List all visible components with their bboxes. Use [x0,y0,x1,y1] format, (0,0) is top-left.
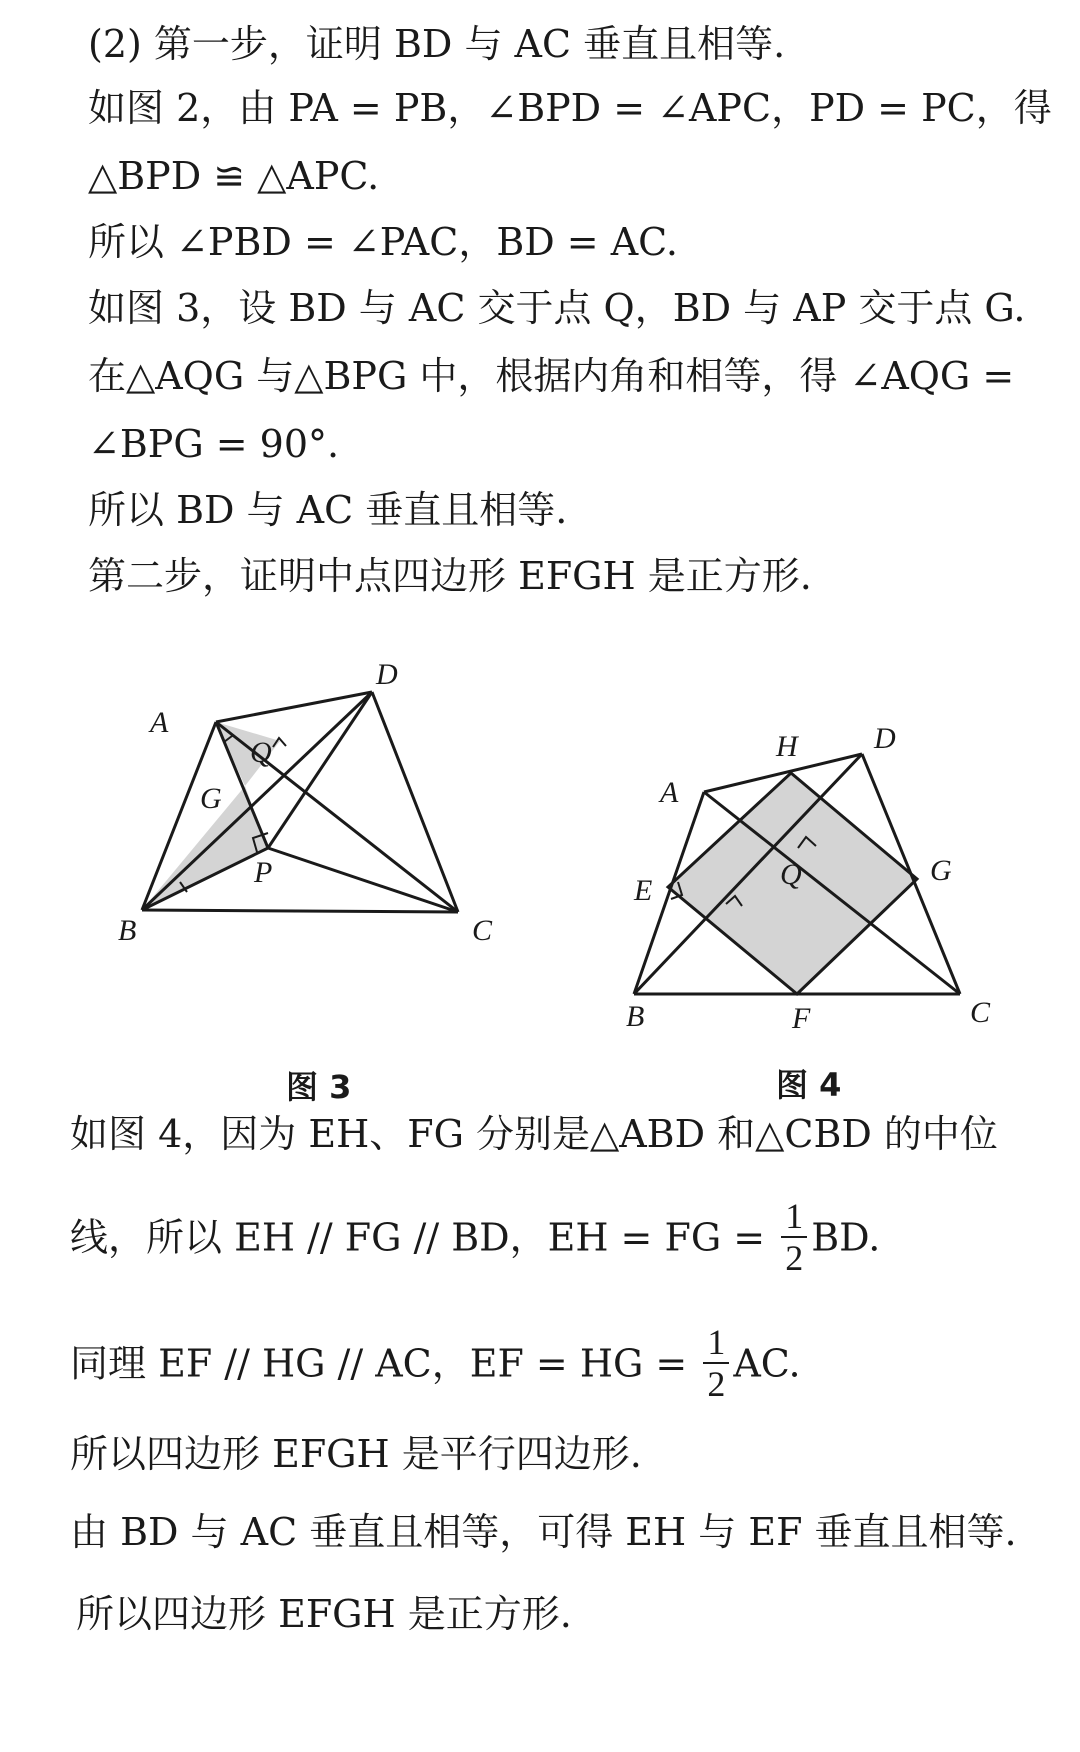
fig4-label-h: H [776,730,798,763]
text-line-4: 所以 ∠PBD = ∠PAC，BD = AC. [88,220,678,264]
fraction-numerator: 1 [781,1196,807,1238]
figure-4-caption: 图 4 [776,1066,842,1104]
text-line-6: 在△AQG 与△BPG 中，根据内角和相等，得 ∠AQG = [88,354,1015,398]
figure-4-diagram [626,720,1010,1040]
text-line-12-part-a: 同理 EF // HG // AC，EF = HG = [70,1341,700,1386]
fig3-right-angle-q [273,738,286,747]
fig3-label-c: C [472,914,493,947]
text-line-9: 第二步，证明中点四边形 EFGH 是正方形. [88,554,812,598]
text-line-1: (2) 第一步，证明 BD 与 AC 垂直且相等. [88,22,786,66]
fig4-label-g: G [930,854,952,887]
fig3-label-p: P [254,856,273,889]
fig4-label-e: E [634,874,653,907]
text-line-11-part-b: BD. [811,1215,881,1260]
fig3-label-b: B [118,914,137,947]
text-line-2: 如图 2，由 PA = PB，∠BPD = ∠APC，PD = PC，得 [88,86,1052,130]
fig3-segment-ad [216,692,372,722]
fig4-label-f: F [792,1002,811,1035]
text-line-15: 所以四边形 EFGH 是正方形. [76,1592,572,1636]
text-line-5: 如图 3，设 BD 与 AC 交于点 Q，BD 与 AP 交于点 G. [88,286,1026,330]
fraction-denominator: 2 [785,1238,804,1278]
fraction-denominator: 2 [707,1364,726,1404]
fig3-label-d: D [376,658,398,691]
text-line-13: 所以四边形 EFGH 是平行四边形. [70,1432,642,1476]
fig4-label-q: Q [780,858,802,891]
fig3-segment-pc [268,848,458,912]
fig4-label-b: B [626,1000,645,1033]
fig3-label-a: A [150,706,169,739]
text-line-3: △BPD ≌ △APC. [88,154,380,198]
text-line-10: 如图 4，因为 EH、FG 分别是△ABD 和△CBD 的中位 [70,1112,998,1156]
fraction-half-2 [703,1322,729,1404]
text-line-12-part-b: AC. [733,1341,801,1386]
fig3-segment-bc [142,910,458,912]
text-line-7: ∠BPG = 90°. [88,422,340,466]
fig3-label-g: G [200,782,222,815]
fig4-label-d: D [874,722,896,755]
figure-3-diagram [100,650,540,980]
fig4-label-c: C [970,996,991,1029]
text-line-11-part-a: 线，所以 EH // FG // BD，EH = FG = [70,1215,778,1260]
text-line-8: 所以 BD 与 AC 垂直且相等. [88,488,568,532]
fig4-label-a: A [660,776,679,809]
fraction-numerator: 1 [703,1322,729,1364]
fig3-label-q: Q [250,736,272,769]
text-line-11 [70,1196,881,1282]
figure-3 [100,650,540,980]
figure-3-caption: 图 3 [286,1068,352,1106]
fig3-segment-pd [268,692,372,848]
fraction-half-1 [781,1196,807,1278]
figure-4 [626,720,1010,1040]
text-line-14: 由 BD 与 AC 垂直且相等，可得 EH 与 EF 垂直且相等. [70,1510,1017,1554]
text-line-12 [70,1322,801,1408]
